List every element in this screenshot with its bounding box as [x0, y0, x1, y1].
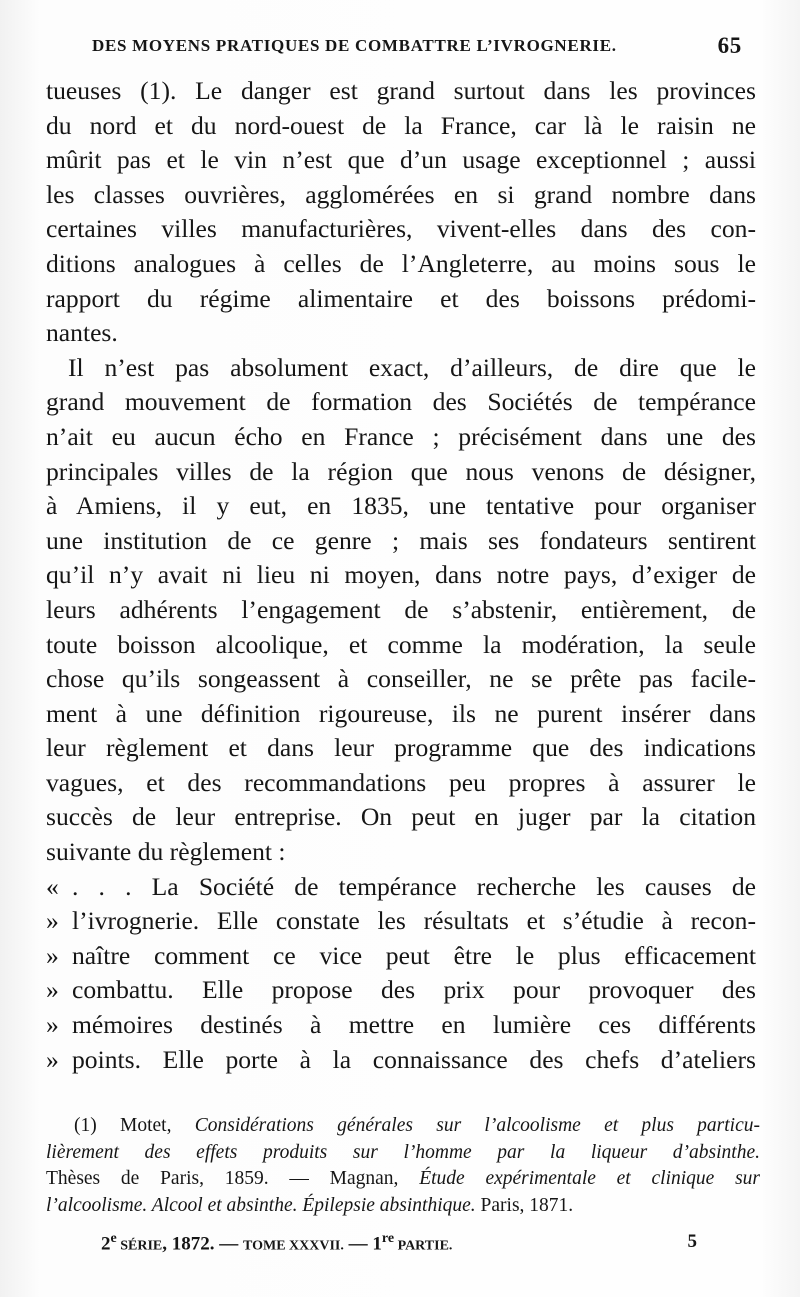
quote-line [46, 870, 756, 905]
series-year: , 1872. — [162, 1233, 243, 1255]
running-title: DES MOYENS PRATIQUES DE COMBATTRE L’IVROGNERIE. [92, 36, 617, 55]
text-line: leur règlement et dans leur programme que des indications [46, 733, 756, 763]
text-line: succès de leur entreprise. On peut en juger par la citation [46, 802, 756, 832]
quote-text: mémoires destinés à mettre en lumière ces différents [72, 1010, 756, 1040]
quote-mark: » [46, 1010, 59, 1040]
text-line: du nord et du nord-ouest de la France, car là le raisin ne [46, 110, 756, 140]
footnote-title: Considérations générales sur l’alcoolisme et plus particu- [194, 1115, 760, 1136]
series-info [101, 1231, 452, 1255]
text-line: grand mouvement de formation des Sociétés de tempérance [46, 387, 756, 417]
quote-text: l’ivrognerie. Elle constate les résultats et s’étudie à recon- [72, 906, 756, 936]
footnote-title: lièrement des effets produits sur l’homme par la liqueur d’absinthe. [46, 1141, 760, 1163]
text-line: tueuses (1). Le danger est grand surtout dans les provinces [46, 76, 756, 105]
footnote-title: Étude expérimentale et clinique sur [419, 1168, 761, 1189]
quote-text: naître comment ce vice peut être le plus efficacement [72, 940, 756, 970]
quote-text: . . . La Société de tempérance recherche les causes de [72, 871, 756, 901]
quote-mark: « [46, 871, 59, 901]
quote-line [46, 1008, 756, 1043]
quote-mark: » [46, 1044, 59, 1074]
quote-line [46, 904, 756, 939]
quote-text: points. Elle porte à la connaissance des chefs d’ateliers [72, 1044, 756, 1074]
text-line: rapport du régime alimentaire et des boissons prédomi- [46, 283, 756, 313]
text-line: ditions analogues à celles de l’Angleterre, au moins sous le [46, 248, 756, 278]
text-line: nantes. [46, 318, 118, 348]
quote-mark: » [46, 940, 59, 970]
footnote-source: Thèses de Paris, 1859. — Magnan, [46, 1168, 420, 1189]
partie-suffix: re [381, 1231, 395, 1246]
footnote [46, 1113, 760, 1219]
footnote-source: Paris, 1871. [475, 1194, 574, 1216]
printer-signature [101, 1231, 697, 1259]
text-line: vagues, et des recommandations peu propres à assurer le [46, 767, 756, 797]
page-number: 65 [717, 33, 742, 58]
partie-label: PARTIE. [394, 1238, 453, 1254]
sheet-number: 5 [687, 1231, 697, 1252]
footnote-line [46, 1113, 760, 1140]
quote-text: combattu. Elle propose des prix pour provoquer des [72, 975, 756, 1005]
footnote-author: (1) Motet, [74, 1115, 195, 1136]
text-line: chose qu’ils songeassent à conseiller, ne se prête pas facile- [46, 664, 756, 694]
text-line: une institution de ce genre ; mais ses fondateurs sentirent [46, 525, 756, 555]
tome-label: TOME XXXVII. [243, 1238, 344, 1254]
quote-mark: » [46, 906, 59, 936]
text-line: n’ait eu aucun écho en France ; précisément dans une des [46, 421, 756, 451]
quote-mark: » [46, 975, 59, 1005]
text-line: leurs adhérents l’engagement de s’abstenir, entièrement, de [46, 594, 756, 624]
footnote-line [46, 1166, 760, 1193]
series-word: SÉRIE [116, 1238, 163, 1254]
main-text [46, 74, 756, 1077]
footnote-line [46, 1193, 760, 1220]
separator-dash: — [343, 1233, 373, 1255]
text-line: certaines villes manufacturières, vivent-elles dans des con- [46, 214, 756, 244]
series-number: 2 [101, 1233, 111, 1255]
text-line: à Amiens, il y eut, en 1835, une tentative pour organiser [46, 491, 756, 521]
series-suffix: e [110, 1231, 117, 1246]
text-line: Il n’est pas absolument exact, d’ailleurs, de dire que le [68, 352, 756, 382]
footnote-title: l’alcoolisme. Alcool et absinthe. Épilepsie absinthique. [46, 1194, 476, 1216]
text-line: les classes ouvrières, agglomérées en si grand nombre dans [46, 179, 756, 209]
quote-line [46, 973, 756, 1008]
text-line: toute boisson alcoolique, et comme la modération, la seule [46, 629, 756, 659]
quote-line [46, 1043, 756, 1078]
text-line: mûrit pas et le vin n’est que d’un usage exceptionnel ; aussi [46, 145, 756, 175]
text-line: ment à une définition rigoureuse, ils ne purent insérer dans [46, 698, 756, 728]
text-line: qu’il n’y avait ni lieu ni moyen, dans notre pays, d’exiger de [46, 560, 756, 590]
footnote-line [46, 1140, 760, 1167]
quote-line [46, 939, 756, 974]
text-line: principales villes de la région que nous venons de désigner, [46, 456, 756, 486]
text-line: suivante du règlement : [46, 837, 286, 867]
partie-number: 1 [372, 1233, 382, 1255]
running-header [92, 33, 742, 66]
